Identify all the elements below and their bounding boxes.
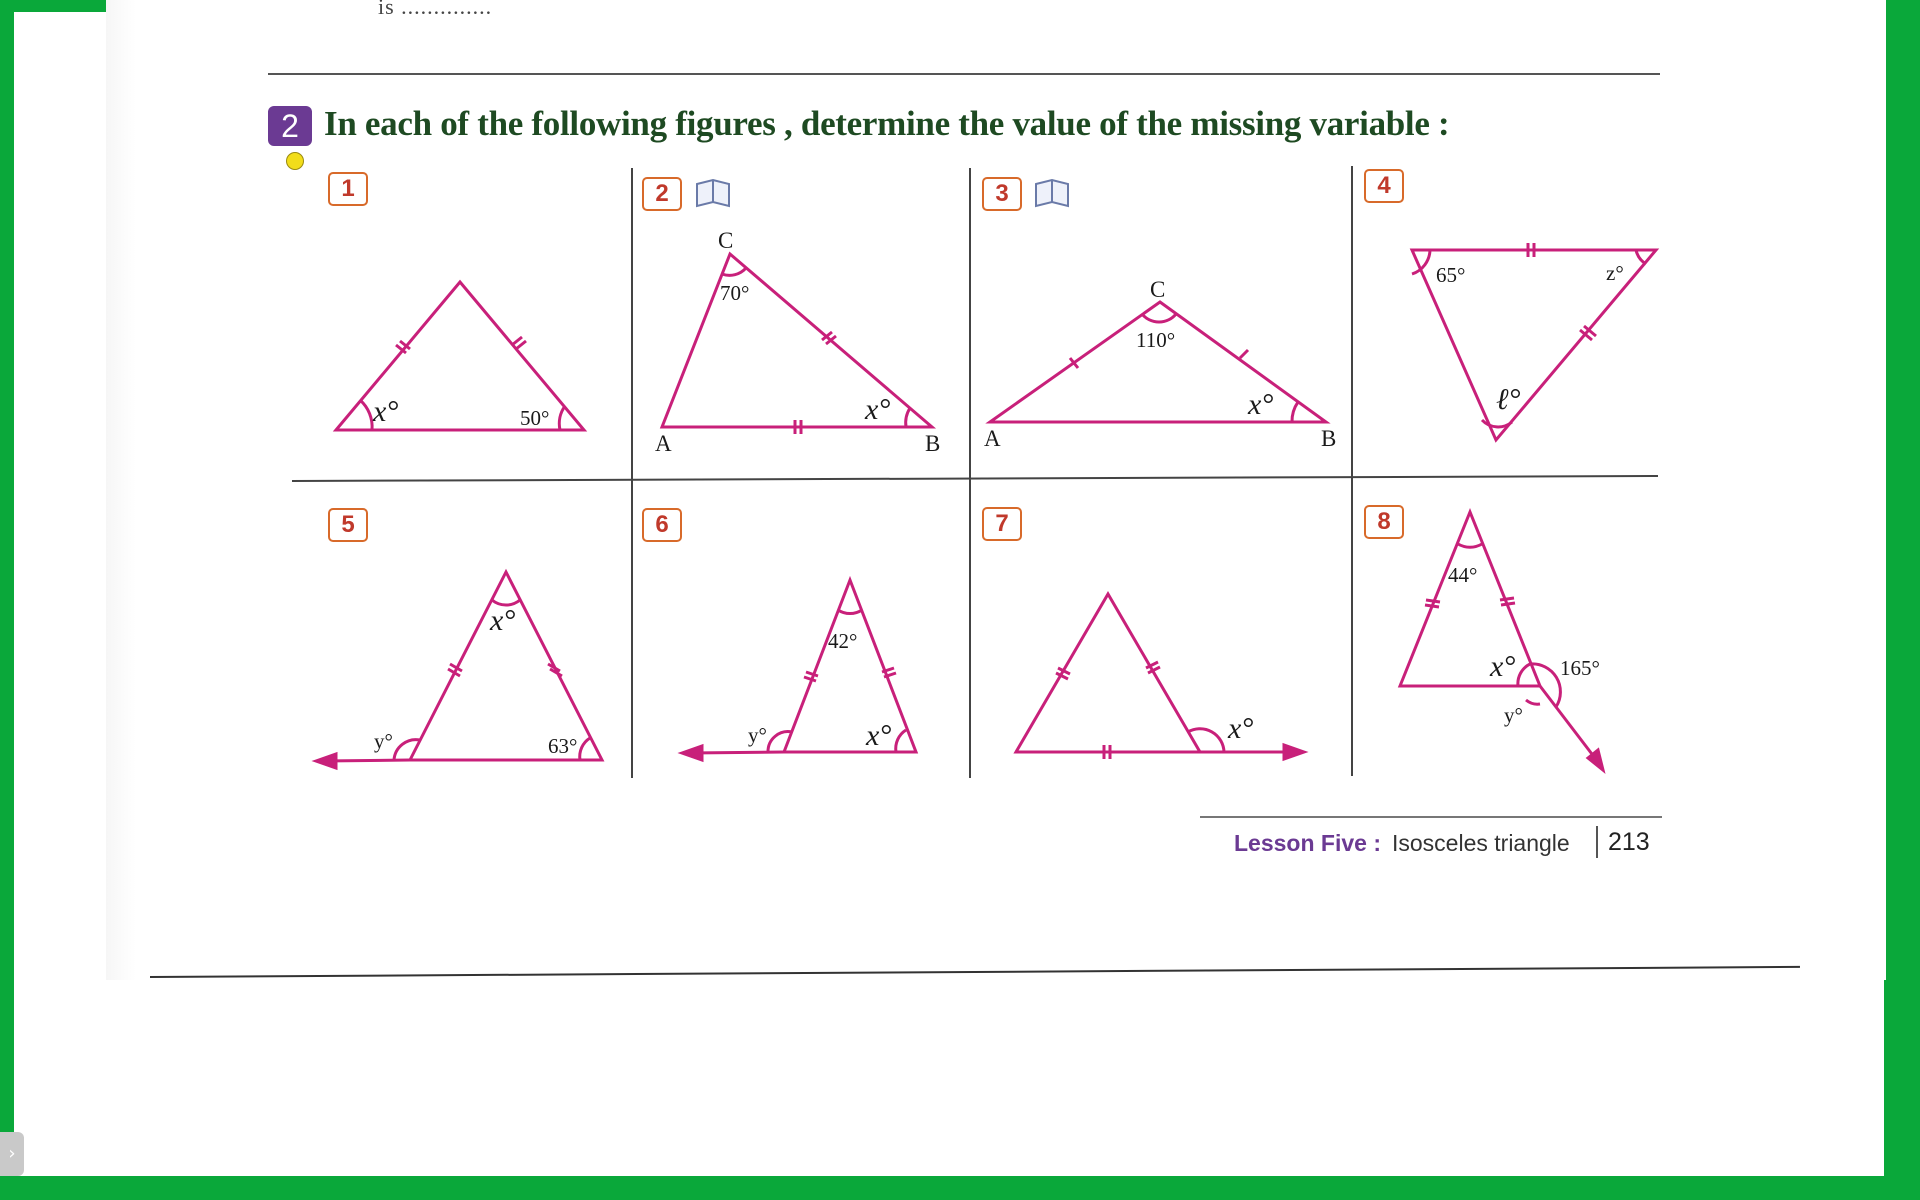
figure-label-2: 2 — [642, 177, 682, 211]
figure-1-angle-50: 50° — [520, 406, 550, 430]
figure-3-angle-x: x° — [1248, 388, 1274, 421]
figure-3-point-a: A — [984, 426, 1001, 451]
figure-label-5: 5 — [328, 508, 368, 542]
figure-label-4: 4 — [1364, 169, 1404, 203]
figure-8-angle-44: 44° — [1448, 563, 1478, 587]
figure-3-triangle — [990, 302, 1326, 422]
side-expand-tab[interactable]: › — [0, 1132, 24, 1176]
figure-label-8: 8 — [1364, 505, 1404, 539]
footer-separator — [1596, 826, 1598, 858]
figure-3-point-c: C — [1150, 277, 1166, 302]
exercise-instruction: In each of the following figures , determine the value of the missing variable : — [324, 104, 1450, 143]
footer-rule — [1200, 816, 1662, 818]
figure-label-6: 6 — [642, 508, 682, 542]
figure-3-angle-110: 110° — [1136, 328, 1176, 352]
figure-2-angle-x: x° — [865, 393, 891, 426]
figure-2-point-c: C — [718, 228, 734, 253]
figure-7-angle-x: x° — [1228, 712, 1254, 745]
figure-4-angle-z: z° — [1606, 261, 1624, 285]
footer-lesson-label: Lesson Five : — [1234, 830, 1381, 856]
figure-8-angle-y: y° — [1504, 703, 1523, 727]
figure-5-angle-y: y° — [374, 729, 393, 753]
figure-1-angle-x: x° — [373, 395, 399, 428]
previous-exercise-fragment: is .............. — [378, 0, 493, 19]
figure-6-angle-y: y° — [748, 723, 767, 747]
figure-4-angle-l: ℓ° — [1496, 383, 1521, 416]
figure-5-angle-x: x° — [490, 604, 516, 637]
footer-topic: Isosceles triangle — [1392, 830, 1570, 856]
figure-5-angle-63: 63° — [548, 734, 578, 758]
book-icon — [1036, 180, 1068, 206]
figure-6-angle-x: x° — [866, 719, 892, 752]
figure-label-1: 1 — [328, 172, 368, 206]
figure-3-point-b: B — [1321, 426, 1337, 451]
book-icon — [697, 180, 729, 206]
figure-2-point-a: A — [655, 431, 672, 456]
figure-8-angle-x: x° — [1490, 650, 1516, 683]
figure-label-7: 7 — [982, 507, 1022, 541]
figure-6-angle-42: 42° — [828, 629, 858, 653]
figure-4-angle-65: 65° — [1436, 263, 1466, 287]
exercise-number-badge: 2 — [268, 106, 312, 146]
figure-7-triangle — [1016, 594, 1304, 759]
figure-8-angle-165: 165° — [1560, 656, 1600, 680]
figure-2-triangle — [662, 254, 932, 434]
figure-8-triangle — [1400, 512, 1603, 770]
figure-2-angle-70: 70° — [720, 281, 750, 305]
figure-label-3: 3 — [982, 177, 1022, 211]
figure-2-point-b: B — [925, 431, 941, 456]
page-number: 213 — [1608, 828, 1650, 856]
